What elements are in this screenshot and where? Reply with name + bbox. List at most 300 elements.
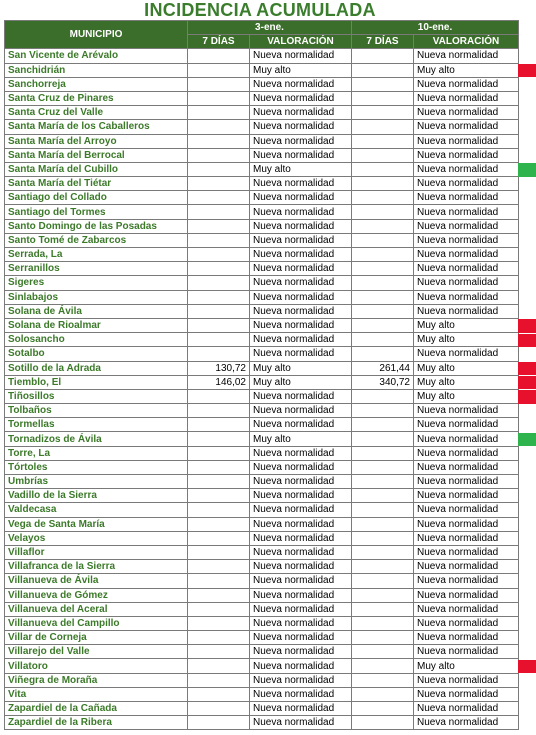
municipio-cell: Sigeres — [5, 276, 188, 290]
incidence-10-ene-cell — [352, 162, 414, 176]
incidence-3-ene-cell: 146,02 — [188, 375, 250, 389]
incidence-10-ene-cell — [352, 91, 414, 105]
valoracion-3-ene-cell: Nueva normalidad — [250, 631, 352, 645]
municipio-cell: Viñegra de Moraña — [5, 673, 188, 687]
valoracion-10-ene-cell: Nueva normalidad — [414, 404, 519, 418]
valoracion-3-ene-cell: Nueva normalidad — [250, 205, 352, 219]
incidence-10-ene-cell — [352, 248, 414, 262]
incidence-3-ene-cell — [188, 191, 250, 205]
valoracion-3-ene-cell: Nueva normalidad — [250, 318, 352, 332]
valoracion-10-ene-cell: Nueva normalidad — [414, 460, 519, 474]
table-row — [5, 432, 519, 446]
valoracion-3-ene-cell: Nueva normalidad — [250, 134, 352, 148]
municipio-cell: Tornadizos de Ávila — [5, 432, 188, 446]
table-body — [5, 49, 519, 730]
valoracion-3-ene-cell: Nueva normalidad — [250, 545, 352, 559]
table-row — [5, 616, 519, 630]
valoracion-10-ene-cell: Nueva normalidad — [414, 120, 519, 134]
valoracion-3-ene-cell: Nueva normalidad — [250, 120, 352, 134]
valoracion-10-ene-cell: Nueva normalidad — [414, 531, 519, 545]
incidence-3-ene-cell — [188, 432, 250, 446]
incidence-10-ene-cell — [352, 262, 414, 276]
valoracion-3-ene-cell: Nueva normalidad — [250, 659, 352, 673]
incidence-10-ene-cell — [352, 588, 414, 602]
incidence-3-ene-cell — [188, 716, 250, 730]
trend-marker-red — [518, 362, 536, 375]
valoracion-10-ene-cell: Nueva normalidad — [414, 177, 519, 191]
incidence-10-ene-cell — [352, 177, 414, 191]
municipio-cell: Solana de Ávila — [5, 304, 188, 318]
incidence-10-ene-cell — [352, 191, 414, 205]
valoracion-3-ene-cell: Nueva normalidad — [250, 702, 352, 716]
table-row — [5, 460, 519, 474]
municipio-cell: Vadillo de la Sierra — [5, 489, 188, 503]
table-row — [5, 233, 519, 247]
table-row — [5, 191, 519, 205]
municipio-cell: Villanueva de Ávila — [5, 574, 188, 588]
valoracion-3-ene-cell: Nueva normalidad — [250, 418, 352, 432]
municipio-cell: Tiemblo, El — [5, 375, 188, 389]
municipio-cell: Valdecasa — [5, 503, 188, 517]
incidence-3-ene-cell — [188, 645, 250, 659]
municipio-cell: Sanchidrián — [5, 63, 188, 77]
municipio-cell: Santa Cruz del Valle — [5, 106, 188, 120]
valoracion-3-ene-cell: Nueva normalidad — [250, 333, 352, 347]
municipio-cell: Villanueva del Campillo — [5, 616, 188, 630]
table-row — [5, 503, 519, 517]
incidence-10-ene-cell — [352, 63, 414, 77]
table-row — [5, 219, 519, 233]
valoracion-3-ene-cell: Muy alto — [250, 162, 352, 176]
valoracion-10-ene-cell: Nueva normalidad — [414, 503, 519, 517]
incidence-3-ene-cell — [188, 276, 250, 290]
incidence-3-ene-cell — [188, 418, 250, 432]
header-municipio: MUNICIPIO — [5, 21, 188, 49]
table-row — [5, 375, 519, 389]
table-row — [5, 631, 519, 645]
incidence-3-ene-cell — [188, 602, 250, 616]
incidence-3-ene-cell — [188, 304, 250, 318]
municipio-cell: Sinlabajos — [5, 290, 188, 304]
municipio-cell: Zapardiel de la Cañada — [5, 702, 188, 716]
municipio-cell: Serranillos — [5, 262, 188, 276]
valoracion-10-ene-cell: Nueva normalidad — [414, 574, 519, 588]
incidence-10-ene-cell — [352, 219, 414, 233]
incidence-3-ene-cell — [188, 347, 250, 361]
municipio-cell: Santa María del Cubillo — [5, 162, 188, 176]
header-date-2: 10-ene. — [352, 21, 519, 35]
incidence-3-ene-cell — [188, 389, 250, 403]
table-row — [5, 361, 519, 375]
incidence-3-ene-cell — [188, 687, 250, 701]
valoracion-3-ene-cell: Nueva normalidad — [250, 191, 352, 205]
valoracion-10-ene-cell: Nueva normalidad — [414, 489, 519, 503]
valoracion-10-ene-cell: Nueva normalidad — [414, 262, 519, 276]
table-row — [5, 304, 519, 318]
municipio-cell: Santiago del Collado — [5, 191, 188, 205]
table-row — [5, 177, 519, 191]
valoracion-10-ene-cell: Nueva normalidad — [414, 645, 519, 659]
incidence-10-ene-cell — [352, 574, 414, 588]
valoracion-10-ene-cell: Muy alto — [414, 63, 519, 77]
incidence-10-ene-cell — [352, 716, 414, 730]
municipio-cell: Villatoro — [5, 659, 188, 673]
trend-marker-red — [518, 64, 536, 77]
valoracion-3-ene-cell: Nueva normalidad — [250, 262, 352, 276]
municipio-cell: Torre, La — [5, 446, 188, 460]
incidence-3-ene-cell — [188, 120, 250, 134]
valoracion-3-ene-cell: Nueva normalidad — [250, 616, 352, 630]
incidence-10-ene-cell — [352, 304, 414, 318]
incidence-3-ene-cell — [188, 262, 250, 276]
incidence-10-ene-cell — [352, 106, 414, 120]
valoracion-10-ene-cell: Nueva normalidad — [414, 191, 519, 205]
valoracion-3-ene-cell: Nueva normalidad — [250, 347, 352, 361]
valoracion-3-ene-cell: Nueva normalidad — [250, 560, 352, 574]
incidence-10-ene-cell — [352, 489, 414, 503]
valoracion-10-ene-cell: Nueva normalidad — [414, 616, 519, 630]
incidence-3-ene-cell — [188, 702, 250, 716]
incidence-10-ene-cell — [352, 148, 414, 162]
incidence-10-ene-cell — [352, 560, 414, 574]
incidence-3-ene-cell — [188, 588, 250, 602]
incidence-3-ene-cell — [188, 475, 250, 489]
incidence-10-ene-cell — [352, 134, 414, 148]
incidence-3-ene-cell — [188, 616, 250, 630]
incidence-10-ene-cell — [352, 276, 414, 290]
header-date-1: 3-ene. — [188, 21, 352, 35]
trend-marker-red — [518, 376, 536, 389]
table-row — [5, 602, 519, 616]
incidence-3-ene-cell — [188, 333, 250, 347]
trend-marker-red — [518, 319, 536, 332]
table-row — [5, 404, 519, 418]
table-row — [5, 162, 519, 176]
valoracion-10-ene-cell: Nueva normalidad — [414, 446, 519, 460]
municipio-cell: Tórtoles — [5, 460, 188, 474]
incidence-3-ene-cell — [188, 77, 250, 91]
municipio-cell: Santa María del Arroyo — [5, 134, 188, 148]
incidence-3-ene-cell — [188, 248, 250, 262]
incidence-3-ene-cell — [188, 404, 250, 418]
incidence-3-ene-cell — [188, 205, 250, 219]
municipio-cell: Villanueva del Aceral — [5, 602, 188, 616]
municipio-cell: San Vicente de Arévalo — [5, 49, 188, 63]
incidence-10-ene-cell — [352, 545, 414, 559]
incidence-3-ene-cell — [188, 91, 250, 105]
table-row — [5, 290, 519, 304]
incidence-3-ene-cell — [188, 503, 250, 517]
incidence-3-ene-cell — [188, 460, 250, 474]
incidence-10-ene-cell — [352, 702, 414, 716]
valoracion-10-ene-cell: Nueva normalidad — [414, 248, 519, 262]
valoracion-3-ene-cell: Muy alto — [250, 361, 352, 375]
incidence-10-ene-cell — [352, 631, 414, 645]
valoracion-10-ene-cell: Nueva normalidad — [414, 716, 519, 730]
municipio-cell: Santa María del Berrocal — [5, 148, 188, 162]
valoracion-3-ene-cell: Nueva normalidad — [250, 106, 352, 120]
valoracion-10-ene-cell: Muy alto — [414, 318, 519, 332]
valoracion-10-ene-cell: Muy alto — [414, 361, 519, 375]
table-row — [5, 134, 519, 148]
incidence-10-ene-cell — [352, 531, 414, 545]
municipio-cell: Villar de Corneja — [5, 631, 188, 645]
incidence-10-ene-cell — [352, 318, 414, 332]
valoracion-10-ene-cell: Nueva normalidad — [414, 148, 519, 162]
incidence-10-ene-cell — [352, 233, 414, 247]
incidence-3-ene-cell — [188, 673, 250, 687]
table-row — [5, 687, 519, 701]
table-row — [5, 702, 519, 716]
valoracion-10-ene-cell: Muy alto — [414, 375, 519, 389]
incidence-3-ene-cell — [188, 545, 250, 559]
table-row — [5, 446, 519, 460]
municipio-cell: Santo Tomé de Zabarcos — [5, 233, 188, 247]
incidence-10-ene-cell — [352, 120, 414, 134]
valoracion-3-ene-cell: Nueva normalidad — [250, 290, 352, 304]
municipio-cell: Tormellas — [5, 418, 188, 432]
valoracion-3-ene-cell: Nueva normalidad — [250, 233, 352, 247]
table-header — [5, 21, 519, 49]
valoracion-3-ene-cell: Nueva normalidad — [250, 673, 352, 687]
valoracion-3-ene-cell: Nueva normalidad — [250, 404, 352, 418]
valoracion-10-ene-cell: Nueva normalidad — [414, 588, 519, 602]
incidence-10-ene-cell — [352, 475, 414, 489]
table-row — [5, 716, 519, 730]
trend-marker-green — [518, 163, 536, 176]
valoracion-3-ene-cell: Nueva normalidad — [250, 177, 352, 191]
valoracion-3-ene-cell: Nueva normalidad — [250, 77, 352, 91]
valoracion-3-ene-cell: Nueva normalidad — [250, 49, 352, 63]
valoracion-3-ene-cell: Nueva normalidad — [250, 91, 352, 105]
table-row — [5, 489, 519, 503]
municipio-cell: Santa Cruz de Pinares — [5, 91, 188, 105]
valoracion-10-ene-cell: Nueva normalidad — [414, 673, 519, 687]
incidence-10-ene-cell — [352, 404, 414, 418]
municipio-cell: Sanchorreja — [5, 77, 188, 91]
valoracion-10-ene-cell: Nueva normalidad — [414, 687, 519, 701]
incidence-3-ene-cell — [188, 517, 250, 531]
municipio-cell: Velayos — [5, 531, 188, 545]
incidence-10-ene-cell — [352, 503, 414, 517]
valoracion-3-ene-cell: Nueva normalidad — [250, 248, 352, 262]
table-row — [5, 120, 519, 134]
municipio-cell: Villafranca de la Sierra — [5, 560, 188, 574]
incidence-3-ene-cell — [188, 219, 250, 233]
valoracion-3-ene-cell: Nueva normalidad — [250, 148, 352, 162]
table-row — [5, 475, 519, 489]
municipio-cell: Santo Domingo de las Posadas — [5, 219, 188, 233]
municipio-cell: Villanueva de Gómez — [5, 588, 188, 602]
incidence-3-ene-cell — [188, 63, 250, 77]
municipio-cell: Solana de Rioalmar — [5, 318, 188, 332]
incidence-10-ene-cell — [352, 616, 414, 630]
incidence-3-ene-cell — [188, 318, 250, 332]
valoracion-3-ene-cell: Nueva normalidad — [250, 687, 352, 701]
incidence-3-ene-cell: 130,72 — [188, 361, 250, 375]
valoracion-3-ene-cell: Nueva normalidad — [250, 489, 352, 503]
trend-marker-red — [518, 334, 536, 347]
trend-marker-red — [518, 660, 536, 673]
municipio-cell: Umbrías — [5, 475, 188, 489]
municipio-cell: Sotalbo — [5, 347, 188, 361]
incidence-3-ene-cell — [188, 49, 250, 63]
incidence-table — [4, 20, 519, 730]
valoracion-3-ene-cell: Nueva normalidad — [250, 588, 352, 602]
valoracion-10-ene-cell: Nueva normalidad — [414, 418, 519, 432]
incidence-10-ene-cell — [352, 205, 414, 219]
table-row — [5, 262, 519, 276]
valoracion-10-ene-cell: Nueva normalidad — [414, 49, 519, 63]
valoracion-10-ene-cell: Nueva normalidad — [414, 517, 519, 531]
valoracion-3-ene-cell: Nueva normalidad — [250, 276, 352, 290]
table-row — [5, 645, 519, 659]
incidence-3-ene-cell — [188, 162, 250, 176]
incidence-10-ene-cell — [352, 446, 414, 460]
incidence-3-ene-cell — [188, 233, 250, 247]
incidence-10-ene-cell — [352, 687, 414, 701]
incidence-10-ene-cell — [352, 673, 414, 687]
incidence-10-ene-cell — [352, 347, 414, 361]
valoracion-3-ene-cell: Nueva normalidad — [250, 645, 352, 659]
valoracion-10-ene-cell: Nueva normalidad — [414, 290, 519, 304]
table-row — [5, 574, 519, 588]
valoracion-3-ene-cell: Nueva normalidad — [250, 574, 352, 588]
table-row — [5, 418, 519, 432]
incidence-10-ene-cell — [352, 333, 414, 347]
table-row — [5, 673, 519, 687]
trend-marker-green — [518, 433, 536, 446]
valoracion-3-ene-cell: Muy alto — [250, 63, 352, 77]
valoracion-10-ene-cell: Nueva normalidad — [414, 304, 519, 318]
valoracion-3-ene-cell: Nueva normalidad — [250, 602, 352, 616]
municipio-cell: Serrada, La — [5, 248, 188, 262]
incidence-10-ene-cell — [352, 460, 414, 474]
table-row — [5, 91, 519, 105]
incidence-10-ene-cell — [352, 432, 414, 446]
header-7-dias-1: 7 DÍAS — [188, 35, 250, 49]
incidence-3-ene-cell — [188, 106, 250, 120]
valoracion-10-ene-cell: Muy alto — [414, 389, 519, 403]
incidence-10-ene-cell — [352, 659, 414, 673]
municipio-cell: Vega de Santa María — [5, 517, 188, 531]
table-row — [5, 276, 519, 290]
valoracion-3-ene-cell: Nueva normalidad — [250, 503, 352, 517]
table-row — [5, 517, 519, 531]
municipio-cell: Solosancho — [5, 333, 188, 347]
valoracion-3-ene-cell: Muy alto — [250, 432, 352, 446]
header-valoracion-2: VALORACIÓN — [414, 35, 519, 49]
valoracion-3-ene-cell: Nueva normalidad — [250, 446, 352, 460]
municipio-cell: Santa María del Tiétar — [5, 177, 188, 191]
valoracion-10-ene-cell: Nueva normalidad — [414, 560, 519, 574]
incidence-3-ene-cell — [188, 148, 250, 162]
header-row-dates — [5, 21, 519, 35]
valoracion-10-ene-cell: Nueva normalidad — [414, 432, 519, 446]
incidence-3-ene-cell — [188, 560, 250, 574]
valoracion-10-ene-cell: Nueva normalidad — [414, 702, 519, 716]
municipio-cell: Zapardiel de la Ribera — [5, 716, 188, 730]
incidence-10-ene-cell — [352, 49, 414, 63]
incidence-10-ene-cell — [352, 645, 414, 659]
valoracion-3-ene-cell: Nueva normalidad — [250, 475, 352, 489]
incidence-3-ene-cell — [188, 446, 250, 460]
municipio-cell: Sotillo de la Adrada — [5, 361, 188, 375]
incidence-3-ene-cell — [188, 134, 250, 148]
valoracion-10-ene-cell: Nueva normalidad — [414, 91, 519, 105]
incidence-10-ene-cell — [352, 389, 414, 403]
table-row — [5, 389, 519, 403]
header-valoracion-1: VALORACIÓN — [250, 35, 352, 49]
incidence-10-ene-cell — [352, 418, 414, 432]
municipio-cell: Tiñosillos — [5, 389, 188, 403]
incidence-3-ene-cell — [188, 489, 250, 503]
valoracion-10-ene-cell: Nueva normalidad — [414, 233, 519, 247]
incidence-3-ene-cell — [188, 177, 250, 191]
valoracion-3-ene-cell: Muy alto — [250, 375, 352, 389]
table-row — [5, 248, 519, 262]
trend-marker-red — [518, 390, 536, 403]
municipio-cell: Villaflor — [5, 545, 188, 559]
table-row — [5, 588, 519, 602]
valoracion-10-ene-cell: Nueva normalidad — [414, 219, 519, 233]
incidence-10-ene-cell — [352, 517, 414, 531]
page-title: INCIDENCIA ACUMULADA — [144, 0, 376, 20]
valoracion-10-ene-cell: Muy alto — [414, 333, 519, 347]
incidence-3-ene-cell — [188, 290, 250, 304]
table-row — [5, 560, 519, 574]
municipio-cell: Santiago del Tormes — [5, 205, 188, 219]
valoracion-10-ene-cell: Nueva normalidad — [414, 347, 519, 361]
incidence-3-ene-cell — [188, 574, 250, 588]
municipio-cell: Villarejo del Valle — [5, 645, 188, 659]
table-row — [5, 77, 519, 91]
valoracion-10-ene-cell: Nueva normalidad — [414, 545, 519, 559]
table-row — [5, 49, 519, 63]
valoracion-10-ene-cell: Nueva normalidad — [414, 276, 519, 290]
incidence-3-ene-cell — [188, 659, 250, 673]
valoracion-3-ene-cell: Nueva normalidad — [250, 304, 352, 318]
municipio-cell: Santa María de los Caballeros — [5, 120, 188, 134]
valoracion-3-ene-cell: Nueva normalidad — [250, 389, 352, 403]
incidence-10-ene-cell: 340,72 — [352, 375, 414, 389]
table-row — [5, 148, 519, 162]
incidence-10-ene-cell: 261,44 — [352, 361, 414, 375]
valoracion-10-ene-cell: Nueva normalidad — [414, 475, 519, 489]
valoracion-10-ene-cell: Nueva normalidad — [414, 106, 519, 120]
table-row — [5, 318, 519, 332]
incidence-3-ene-cell — [188, 631, 250, 645]
valoracion-10-ene-cell: Nueva normalidad — [414, 134, 519, 148]
municipio-cell: Vita — [5, 687, 188, 701]
valoracion-3-ene-cell: Nueva normalidad — [250, 460, 352, 474]
valoracion-3-ene-cell: Nueva normalidad — [250, 517, 352, 531]
valoracion-10-ene-cell: Nueva normalidad — [414, 602, 519, 616]
table-row — [5, 205, 519, 219]
incidence-10-ene-cell — [352, 290, 414, 304]
municipio-cell: Tolbaños — [5, 404, 188, 418]
valoracion-3-ene-cell: Nueva normalidad — [250, 716, 352, 730]
table-row — [5, 63, 519, 77]
table-row — [5, 545, 519, 559]
valoracion-10-ene-cell: Nueva normalidad — [414, 631, 519, 645]
incidence-3-ene-cell — [188, 531, 250, 545]
table-row — [5, 659, 519, 673]
valoracion-3-ene-cell: Nueva normalidad — [250, 219, 352, 233]
table-row — [5, 333, 519, 347]
table-row — [5, 347, 519, 361]
table-row — [5, 531, 519, 545]
